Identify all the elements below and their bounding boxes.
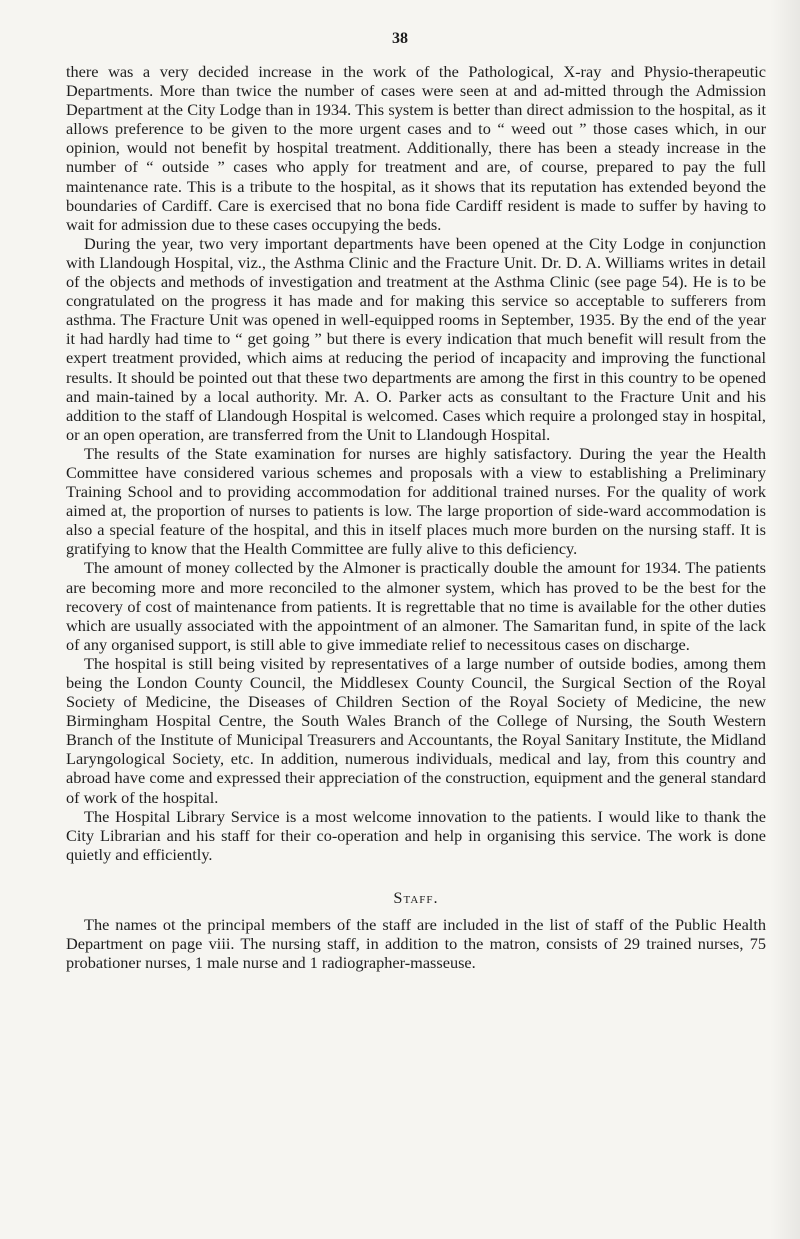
paragraph-asthma-fracture: During the year, two very important departments have been opened at the City Lodge in conjunction with Llandough Hospital, viz., the Asthma Clinic and the Fracture Unit. Dr. D. A. Williams writes in detail of the objects and methods of investigation and treatment at the Asthma Clinic (see page 54). He is to be congratulated on the progress it has made and for making this service so acceptable to sufferers from asthma. The Fracture Unit was opened in well-equipped rooms in September, 1935. By the end of the year it had hardly had time to “ get going ” but there is every indication that much benefit will result from the expert treatment provided, which aims at reducing the period of incapacity and improving the functional results. It should be pointed out that these two departments are among the first in this country to be opened and main-tained by a local authority. Mr. A. O. Parker acts as consultant to the Fracture Unit and his addition to the staff of Llandough Hospital is welcomed. Cases which require a prolonged stay in hospital, or an open operation, are transferred from the Unit to Llandough Hospital. [66,233,766,444]
page-edge-shadow [770,0,800,1239]
page-number: 38 [392,30,408,47]
section-heading-staff: Staff. [393,887,439,907]
paragraph-departments-work: there was a very decided increase in the work of the Pathological, X-ray and Physio-therapeutic Departments. More than twice the number of cases were seen at and ad-mitted through the Admission Department at the City Lodge than in 1934. This system is better than direct admission to the hospital, as it allows preference to be given to the more urgent cases and to “ weed out ” those cases which, in our opinion, would not benefit by hospital treatment. Additionally, there has been a steady increase in the number of “ outside ” cases who apply for treatment and are, of course, prepared to pay the full maintenance rate. This is a tribute to the hospital, as it shows that its reputation has extended beyond the boundaries of Cardiff. Care is exercised that no bona fide Cardiff resident is made to suffer by having to wait for admission due to these cases occupying the beds. [66,62,766,234]
document-body [66,62,766,972]
paragraph-almoner: The amount of money collected by the Almoner is practically double the amount for 1934. The patients are becoming more and more reconciled to the almoner system, which has proved to be the best for the recovery of cost of maintenance from patients. It is regrettable that no time is available for the other duties which are usually associated with the appointment of an almoner. The Samaritan fund, in spite of the lack of any organised support, is still able to give immediate relief to necessitous cases on discharge. [66,558,766,654]
paragraph-visitors: The hospital is still being visited by representatives of a large number of outside bodies, among them being the London County Council, the Middlesex County Council, the Surgical Section of the Royal Society of Medicine, the Diseases of Children Section of the Royal Society of Medicine, the new Birmingham Hospital Centre, the South Wales Branch of the College of Nursing, the South Western Branch of the Institute of Municipal Treasurers and Accountants, the Royal Sanitary Institute, the Midland Laryngological Society, etc. In addition, numerous individuals, medical and lay, from this country and abroad have come and expressed their appreciation of the construction, equipment and the general standard of work of the hospital. [66,653,766,807]
paragraph-library: The Hospital Library Service is a most welcome innovation to the patients. I would like to thank the City Librarian and his staff for their co-operation and help in organising this service. The work is done quietly and efficiently. [66,806,766,864]
paragraph-staff: The names ot the principal members of the staff are included in the list of staff of the Public Health Department on page viii. The nursing staff, in addition to the matron, consists of 29 trained nurses, 75 probationer nurses, 1 male nurse and 1 radiographer-masseuse. [66,915,766,973]
paragraph-nurses: The results of the State examination for nurses are highly satisfactory. During the year the Health Committee have considered various schemes and proposals with a view to establishing a Preliminary Training School and to providing accommodation for additional trained nurses. For the quality of work aimed at, the proportion of nurses to patients is low. The large proportion of side-ward accommodation is also a special feature of the hospital, and this in itself places much more burden on the nursing staff. It is gratifying to know that the Health Committee are fully alive to this deficiency. [66,443,766,559]
